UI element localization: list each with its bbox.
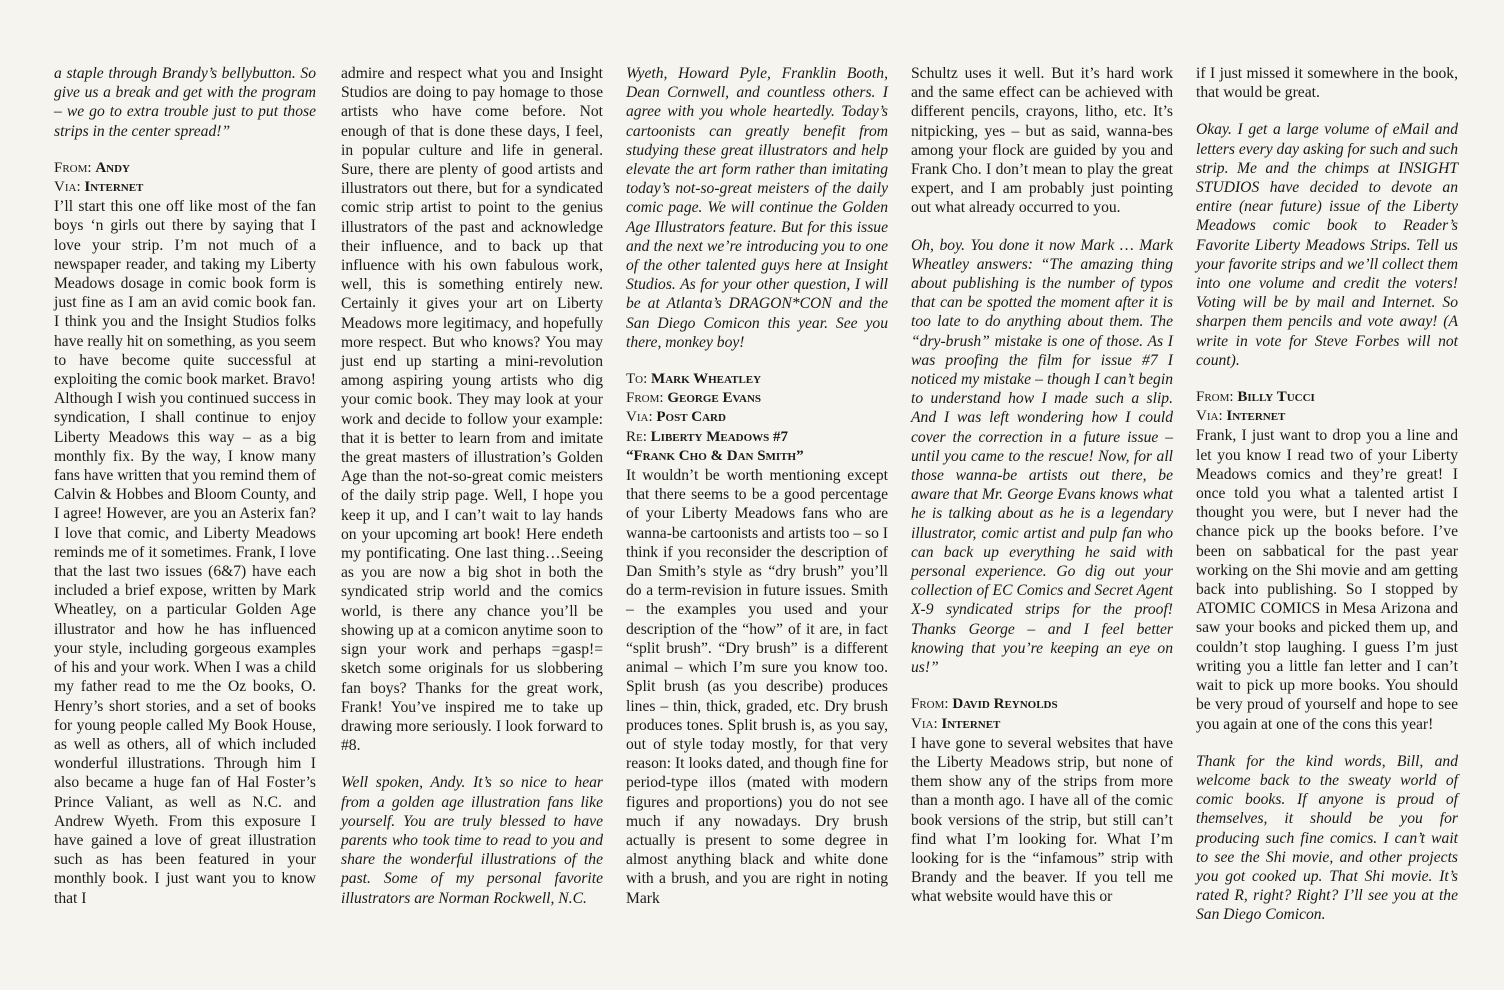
header-line: “Frank Cho & Dan Smith”: [626, 447, 804, 464]
editor-reply-andy-continued: Wyeth, Howard Pyle, Franklin Booth, Dean Cornwell, and countless others. I agree with you whole heartedly. Today’s cartoonists can greatly benefit from studying these great illustrators and help elevate the art form rather than imitating today’s not-so-great meisters of the daily comic page. We will continue the Golden Age Illustrators feature. But for this issue and the next we’re introducing you to one of the other talented guys here at Insight Studios. As for your other question, I will be at Atlanta’s DRAGON*CON and the San Diego Comicon this year. See you there, monkey boy!: [626, 65, 888, 351]
letter-body-andy: I’ll start this one off like most of the fan boys ‘n girls out there by saying that I love your strip. I’m not much of a newspaper reader, and taking my Liberty Meadows dosage in comic book form is just fine as I am an avid comic book fan. I think you and the Insight Studios folks have really hit on something, as you seem to have become quite successful at exploiting the comic book market. Bravo! Although I wish you continued success in syndication, I shall continue to enjoy Liberty Meadows this way – as a big monthly fix. By the way, I know many fans have written that you remind them of Calvin & Hobbes and Bloom County, and I agree! However, are you an Asterix fan? I love that comic, and Liberty Meadows reminds me of it sometimes. Frank, I love that the last two issues (6&7) have each included a brief expose, written by Mark Wheatley, on a particular Golden Age illustrator and how he has influenced your style, including gorgeous examples of his and your work. When I was a child my father read to me the Oz books, O. Henry’s short stories, and a set of books for young people called My Book House, as well as others, all of which included wonderful illustrations. Through him I also became a huge fan of Hal Foster’s Prince Valiant, as well as N.C. and Andrew Wyeth. From this exposure I have gained a love of great illustration such as has been featured in your monthly book. I just want you to know that I: [54, 198, 316, 907]
letter-body-billy-tucci: Frank, I just want to drop you a line and let you know I read two of your Liberty Meadows comics and they’re great! I once told you what a talented artist I thought you were, but I never had the chance pick up the books before. I’ve been on sabbatical for the past year working on the Shi movie and am getting back into publishing. So I stopped by ATOMIC COMICS in Mesa Arizona and saw your books and picked them up, and couldn’t stop laughing. I guess I’m just writing you a little fan letter and I can’t wait to pick up more books. You should be very proud of yourself and hope to see you again at one of the cons this year!: [1196, 427, 1458, 733]
letter-header-andy: [54, 159, 316, 197]
letter-header-billy-tucci: [1196, 388, 1458, 426]
letter-body-david-reynolds: I have gone to several websites that have the Liberty Meadows strip, but none of them show any of the strips from more than a month ago. I have all of the comic book versions of the strip, but still can’t find what I’m looking for. What I’m looking for is the “infamous” strip with Brandy and the beaver. If you tell me what website would have this or: [911, 734, 1173, 906]
header-line: From: George Evans: [626, 390, 762, 407]
header-line: From: Andy: [54, 159, 130, 176]
letter-body-david-reynolds-continued: if I just missed it somewhere in the book, that would be great.: [1196, 65, 1458, 102]
letter-header-david-reynolds: [911, 695, 1173, 733]
header-line: Via: Post Card: [626, 409, 726, 426]
editor-reply-andy: Well spoken, Andy. It’s so nice to hear from a golden age illustration fans like yourself. You are truly blessed to have parents who took time to read to you and share the wonderful illustrations of the past. Some of my personal favorite illustrators are Norman Rockwell, N.C.: [341, 774, 603, 907]
letter-body-andy-continued: admire and respect what you and Insight Studios are doing to pay homage to those artists who have come before. Not enough of that is done these days, I feel, in popular culture and life in general. Sure, there are plenty of good artists and illustrators out there, but for a syndicated comic strip artist to point to the genius illustrators of the past and acknowledge their influence, and to back up that influence with his own fabulous work, well, this is something entirely new. Certainly it gives your art on Liberty Meadows more legitimacy, and hopefully more respect. But who knows? You may just end up starting a mini-revolution among aspiring young artists who dig your comic book. They may look at your work and decide to follow your example: that it is better to learn from and imitate the great masters of illustration’s Golden Age than the not-so-great comic meisters of the daily strip page. Well, I hope you keep it up, and I can’t wait to lay hands on your upcoming art book! Here endeth my pontificating. One last thing…Seeing as you are now a big shot in both the syndicated strip world and the comics world, is there any chance you’ll be showing up at a comicon anytime soon to sign your work and perhaps =gasp!= sketch some originals for us slobbering fan boys? Thanks for the great work, Frank! You’ve inspired me to take up drawing more seriously. I look forward to #8.: [341, 65, 603, 755]
header-line: To: Mark Wheatley: [626, 371, 762, 388]
header-line: From: David Reynolds: [911, 696, 1058, 713]
letter-body-george-evans: It wouldn’t be worth mentioning except that there seems to be a good percentage of your Liberty Meadows fans who are wanna-be cartoonists and artists too – so I think if you reconsider the description of Dan Smith’s style as “dry brush” you’ll do a term-revision in future issues. Smith – the examples you used and your description of the “how” of it are, in fact “split brush”. “Dry brush” is a different animal – which I’m sure you know too. Split brush (as you describe) produces lines – thin, thick, graded, etc. Dry brush produces tones. Split brush is, as you say, out of style today mostly, for that very reason: It looks dated, and though fine for period-type illos (mated with modern figures and proportions) you do not see much if any nowadays. Dry brush actually is present to some degree in almost anything black and white done with a brush, and you are right in noting Mark: [626, 467, 889, 907]
editor-reply-continued: a staple through Brandy’s bellybutton. So give us a break and get with the program – we go to extra trouble just to put those strips in the center spread!”: [54, 65, 316, 140]
letter-body-george-evans-continued: Schultz uses it well. But it’s hard work and the same effect can be achieved with different pencils, crayons, litho, etc. It’s nitpicking, yes – but as said, wanna-bes among your flock are guided by you and Frank Cho. I don’t mean to play the great expert, and I am probably just pointing out what already occurred to you.: [911, 65, 1173, 217]
header-line: From: Billy Tucci: [1196, 389, 1315, 406]
editor-reply-david-reynolds: Okay. I get a large volume of eMail and letters every day asking for such and such strip. Me and the chimps at INSIGHT STUDIOS have decided to devote an entire (near future) issue of the Liberty Meadows comic book to Reader’s Favorite Liberty Meadows Strips. Tell us your favorite strips and we’ll collect them into one volume and credit the voters! Voting will be by mail and Internet. So sharpen them pencils and vote away! (A write in vote for Steve Forbes will not count).: [1196, 121, 1459, 369]
column-1: [54, 64, 316, 926]
column-4: [911, 64, 1173, 925]
column-2: [341, 64, 603, 926]
column-3: [626, 64, 888, 926]
column-5: [1196, 64, 1458, 943]
header-line: Via: Internet: [1196, 408, 1286, 425]
editor-reply-george-evans: Oh, boy. You done it now Mark … Mark Wheatley answers: “The amazing thing about publishing is the number of typos that can be spotted the moment after it is too late to do anything about them. The “dry-brush” mistake is one of those. As I was proofing the film for issue #7 I noticed my mistake – though I can’t begin to understand how I made such a slip. And I was left wondering how I could cover the correction in a future issue – until you came to the rescue! Now, for all those wanna-be artists out there, be aware that Mr. George Evans knows what he is talking about as he is a legendary illustrator, comic artist and pulp fan who can back up everything he said with personal experience. Go dig out your collection of EC Comics and Secret Agent X-9 syndicated strips for the proof! Thanks George – and I feel better knowing that you’re keeping an eye on us!”: [911, 236, 1173, 677]
header-line: Re: Liberty Meadows #7: [626, 428, 789, 445]
letter-header-george-evans: [626, 370, 888, 466]
header-line: Via: Internet: [911, 715, 1001, 732]
header-line: Via: Internet: [54, 179, 144, 196]
editor-reply-billy-tucci: Thank for the kind words, Bill, and welcome back to the sweaty world of comic books. If anyone is proud of themselves, it should be you for producing such fine comics. I can’t wait to see the Shi movie, and other projects you got cooked up. That Shi movie. It’s rated R, right? Right? I’ll see you at the San Diego Comicon.: [1196, 752, 1458, 924]
